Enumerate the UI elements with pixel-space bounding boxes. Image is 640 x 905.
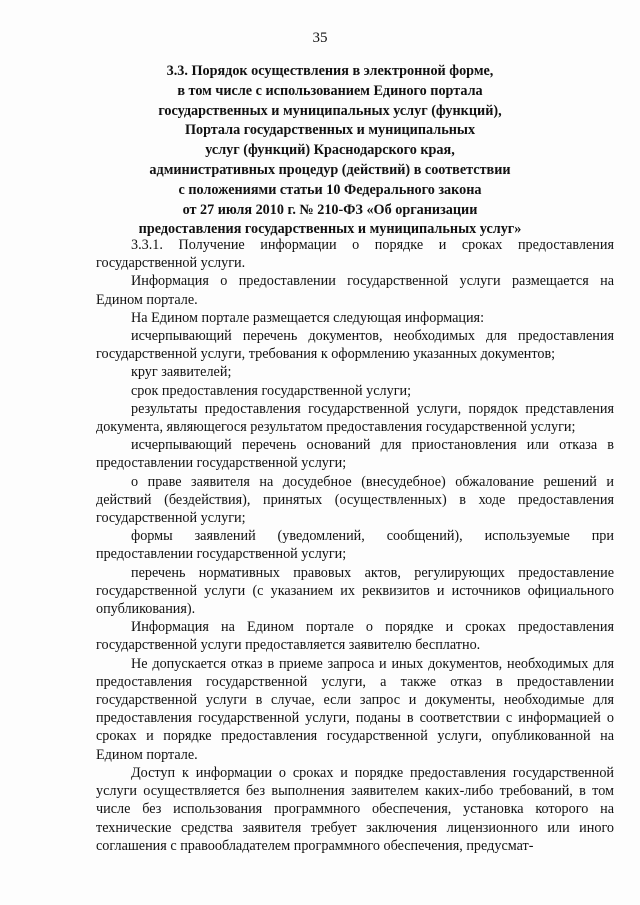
list-item: исчерпывающий перечень документов, необходимых для предоставления государственной услуги, требования к оформлению указанных документов; xyxy=(96,328,614,363)
heading-line: предоставления государственных и муниципальных услуг» xyxy=(138,221,522,238)
section-heading xyxy=(130,62,530,240)
heading-line: административных процедур (действий) в соответствии xyxy=(149,161,511,178)
paragraph: На Едином портале размещается следующая информация: xyxy=(131,309,485,326)
list-item: исчерпывающий перечень оснований для приостановления или отказа в предоставлении государственной услуги; xyxy=(96,437,614,472)
list-item: срок предоставления государственной услуги; xyxy=(131,382,412,399)
heading-line: государственных и муниципальных услуг (функций), xyxy=(158,102,502,119)
heading-line: от 27 июля 2010 г. № 210-ФЗ «Об организации xyxy=(182,201,478,218)
page-number: 35 xyxy=(312,30,328,46)
heading-line: услуг (функций) Краснодарского края, xyxy=(205,142,455,159)
heading-line: Портала государственных и муниципальных xyxy=(184,122,476,139)
paragraph: Доступ к информации о сроках и порядке предоставления государственной услуги осуществляется без выполнения заявителем каких-либо требований, в том числе без использования программного обеспечения, установка которого на технические средства заявителя требует заключения лицензионного или иного соглашения с правообладателем программного обеспечения, предусмат- xyxy=(96,764,614,854)
list-item: формы заявлений (уведомлений, сообщений), используемые при предоставлении государственной услуги; xyxy=(96,528,614,563)
body-text xyxy=(96,236,614,855)
list-item: круг заявителей; xyxy=(131,364,232,381)
list-item: о праве заявителя на досудебное (внесудебное) обжалование решений и действий (бездействия), принятых (осуществленных) в ходе предоставления государственной услуги; xyxy=(96,473,614,527)
list-item: перечень нормативных правовых актов, регулирующих предоставление государственной услуги (с указанием их реквизитов и источников официального опубликования). xyxy=(96,564,614,618)
paragraph: Информация на Едином портале о порядке и сроках предоставления государственной услуги предоставляется заявителю бесплатно. xyxy=(96,619,614,654)
paragraph: 3.3.1. Получение информации о порядке и сроках предоставления государственной услуги. xyxy=(96,237,614,272)
list-item: результаты предоставления государственной услуги, порядок представления документа, являющегося результатом предоставления государственной услуги; xyxy=(96,400,614,436)
heading-line: с положениями статьи 10 Федерального закона xyxy=(178,181,482,198)
paragraph: Не допускается отказ в приеме запроса и иных документов, необходимых для предоставления государственной услуги, а также отказ в предоставлении государственной услуги в случае, если запрос и документы, необходимые для предоставления государственной услуги, поданы в соответствии с информацией о сроках и порядке предоставления государственной услуги, опубликованной на Едином портале. xyxy=(96,655,614,763)
heading-line: в том числе с использованием Единого портала xyxy=(177,82,483,99)
heading-line: 3.3. Порядок осуществления в электронной форме, xyxy=(166,63,494,79)
paragraph: Информация о предоставлении государственной услуги размещается на Едином портале. xyxy=(96,273,614,308)
